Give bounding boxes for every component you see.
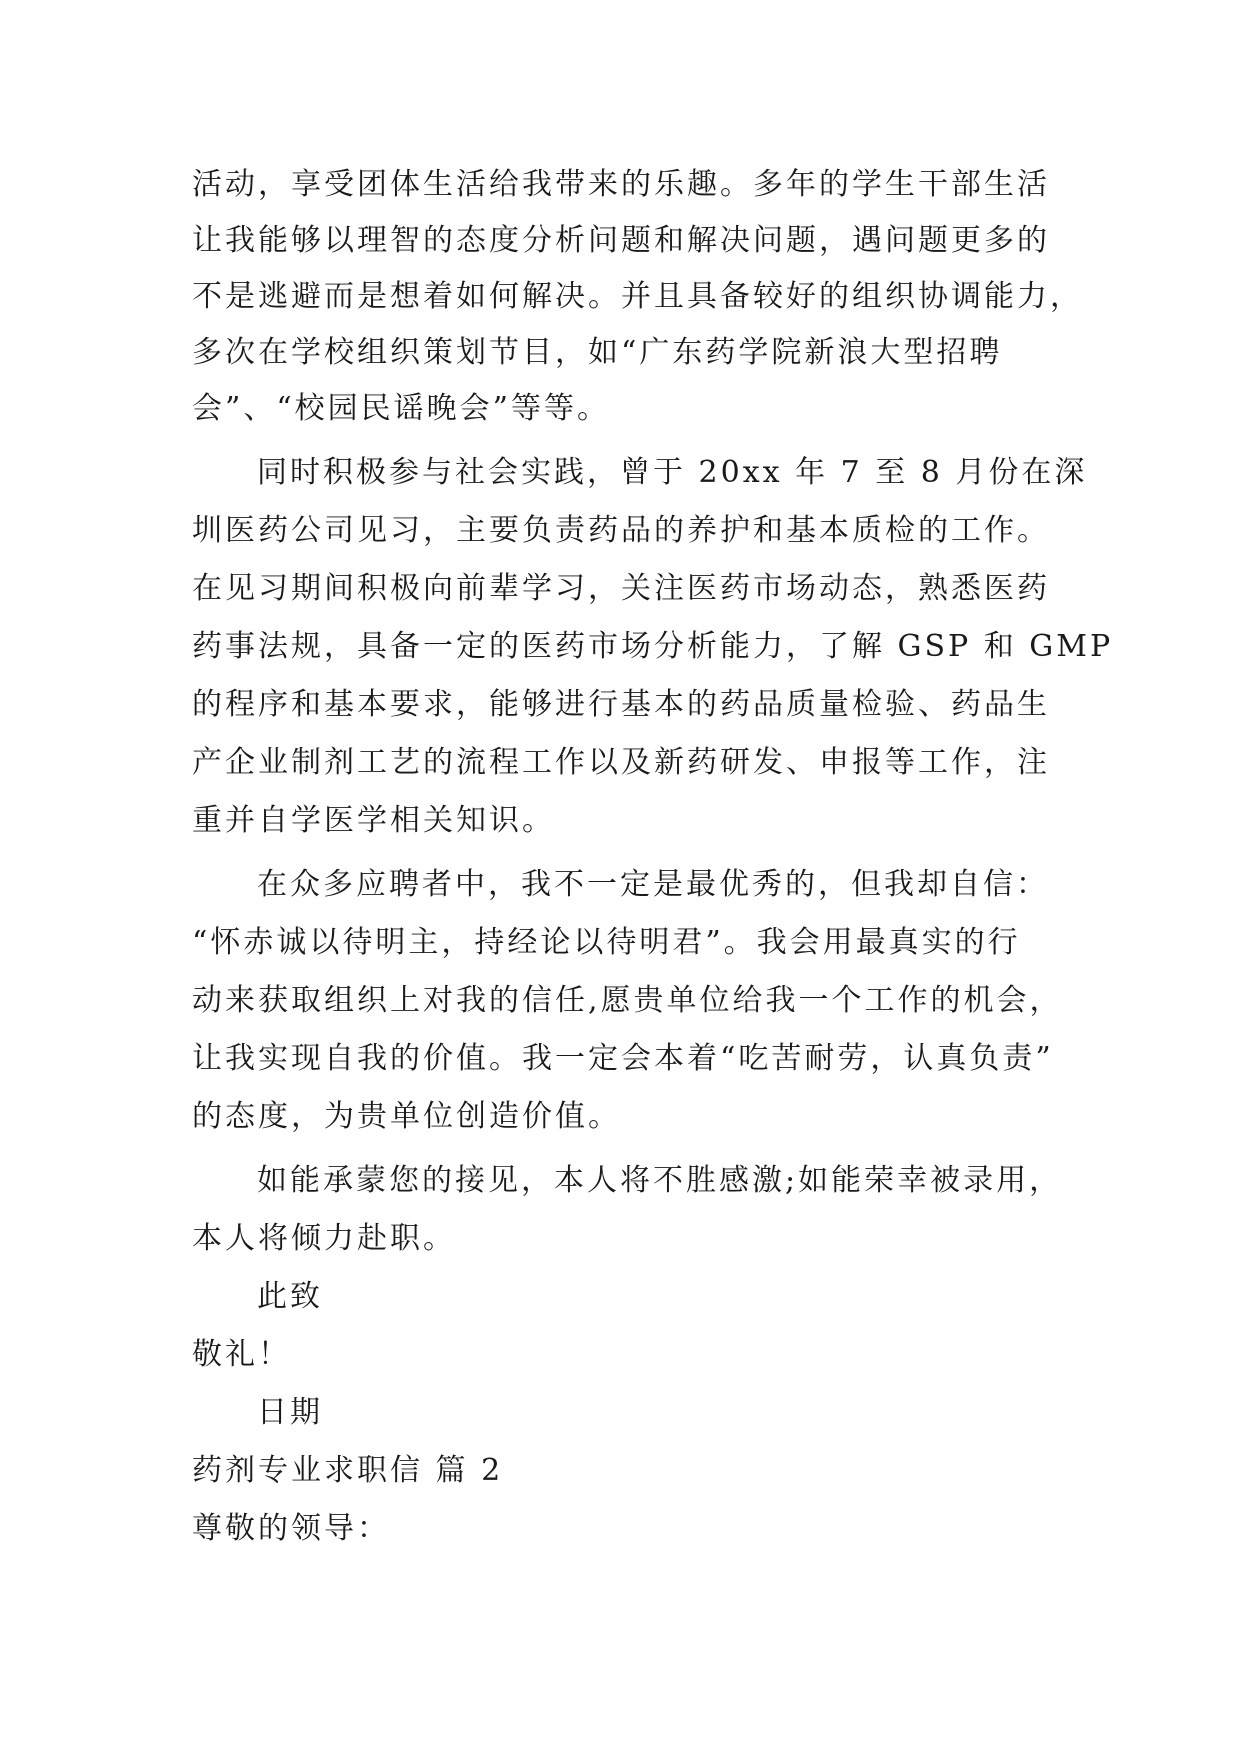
paragraph-line: 不是逃避而是想着如何解决。并且具备较好的组织协调能力，: [192, 279, 1083, 314]
paragraph-line: 圳医药公司见习，主要负责药品的养护和基本质检的工作。: [192, 513, 1050, 548]
date-line: 日期: [257, 1395, 323, 1430]
paragraph-line: 的态度，为贵单位创造价值。: [192, 1099, 621, 1134]
paragraph-line: 多次在学校组织策划节目，如“广东药学院新浪大型招聘: [192, 335, 1003, 370]
paragraph-line: 让我能够以理智的态度分析问题和解决问题，遇问题更多的: [192, 223, 1050, 258]
section-heading: 药剂专业求职信 篇 2: [192, 1453, 504, 1488]
paragraph-line: 重并自学医学相关知识。: [192, 803, 555, 838]
paragraph-line: 产企业制剂工艺的流程工作以及新药研发、申报等工作，注: [192, 745, 1050, 780]
salutation-line: 敬礼！: [192, 1337, 291, 1372]
paragraph-line: 的程序和基本要求，能够进行基本的药品质量检验、药品生: [192, 687, 1050, 722]
paragraph-line: 同时积极参与社会实践，曾于 20xx 年 7 至 8 月份在深: [257, 455, 1088, 490]
paragraph-line: 在众多应聘者中，我不一定是最优秀的，但我却自信：: [257, 867, 1049, 902]
paragraph-line: “怀赤诚以待明主，持经论以待明君”。我会用最真实的行: [192, 925, 1021, 960]
paragraph-line: 如能承蒙您的接见，本人将不胜感激;如能荣幸被录用，: [257, 1163, 1063, 1198]
paragraph-line: 会”、“校园民谣晚会”等等。: [192, 391, 611, 426]
paragraph-line: 活动，享受团体生活给我带来的乐趣。多年的学生干部生活: [192, 167, 1050, 202]
greeting-line: 尊敬的领导：: [192, 1511, 390, 1546]
paragraph-line: 让我实现自我的价值。我一定会本着“吃苦耐劳，认真负责”: [192, 1041, 1054, 1076]
paragraph-line: 动来获取组织上对我的信任,愿贵单位给我一个工作的机会，: [192, 983, 1063, 1018]
paragraph-line: 在见习期间积极向前辈学习，关注医药市场动态，熟悉医药: [192, 571, 1050, 606]
closing-line: 此致: [257, 1279, 323, 1314]
paragraph-line: 本人将倾力赴职。: [192, 1221, 456, 1256]
paragraph-line: 药事法规，具备一定的医药市场分析能力，了解 GSP 和 GMP: [192, 629, 1114, 664]
